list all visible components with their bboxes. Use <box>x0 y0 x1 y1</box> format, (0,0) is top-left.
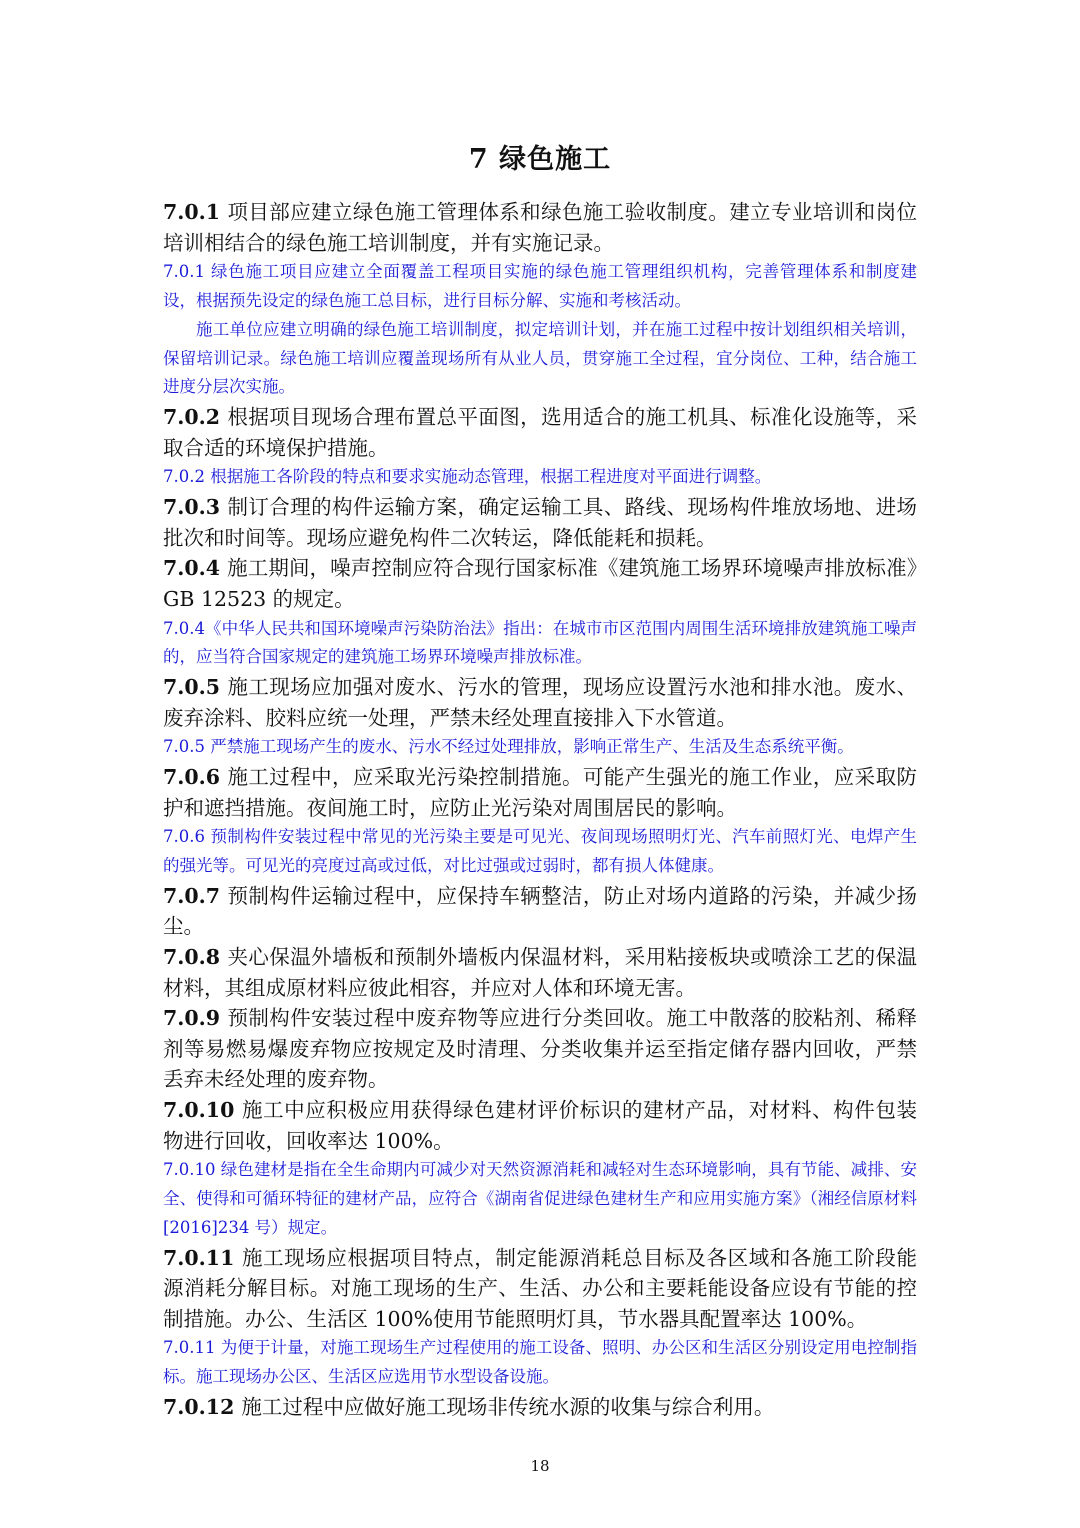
note-7-0-5: 7.0.5 严禁施工现场产生的废水、污水不经过处理排放，影响正常生产、生活及生态系统平衡。 <box>163 737 854 757</box>
clause-number: 7.0.2 <box>163 405 221 430</box>
page-content <box>163 197 917 1423</box>
clause-7-0-5 <box>163 672 917 733</box>
clause-text: 施工过程中，应采取光污染控制措施。可能产生强光的施工作业，应采取防护和遮挡措施。夜间施工时，应防止光污染对周围居民的影响。 <box>163 765 917 820</box>
clause-text: 施工现场应根据项目特点，制定能源消耗总目标及各区域和各施工阶段能源消耗分解目标。对施工现场的生产、生活、办公和主要耗能设备应设有节能的控制措施。办公、生活区 100%使用节能照明灯具，节水器具配置率达 100%。 <box>163 1245 917 1331</box>
clause-number: 7.0.5 <box>163 675 221 700</box>
clause-7-0-3 <box>163 492 917 553</box>
clause-7-0-9 <box>163 1003 917 1095</box>
clause-7-0-11 <box>163 1243 917 1335</box>
clause-text: 根据项目现场合理布置总平面图，选用适合的施工机具、标准化设施等，采取合适的环境保护措施。 <box>163 405 917 460</box>
clause-7-0-8 <box>163 942 917 1003</box>
clause-number: 7.0.9 <box>163 1006 221 1031</box>
clause-text: 施工现场应加强对废水、污水的管理，现场应设置污水池和排水池。废水、废弃涂料、胶料应统一处理，严禁未经处理直接排入下水管道。 <box>163 675 917 730</box>
chapter-title: 7 绿色施工 <box>468 144 612 175</box>
clause-number: 7.0.4 <box>163 556 221 581</box>
clause-text: 施工中应积极应用获得绿色建材评价标识的建材产品，对材料、构件包装物进行回收，回收率达 100%。 <box>163 1098 917 1153</box>
page-number: 18 <box>530 1457 550 1475</box>
clause-7-0-6 <box>163 762 917 823</box>
clause-number: 7.0.1 <box>163 200 221 224</box>
note-7-0-10: 7.0.10 绿色建材是指在全生命期内可减少对天然资源消耗和减轻对生态环境影响，具有节能、减排、安全、使得和可循环特征的建材产品，应符合《湖南省促进绿色建材生产和应用实施方案》（湘经信原材料[2016]234 号）规定。 <box>163 1160 917 1237</box>
clause-7-0-4 <box>163 553 917 614</box>
clause-7-0-1 <box>163 197 917 258</box>
clause-text: 制订合理的构件运输方案，确定运输工具、路线、现场构件堆放场地、进场批次和时间等。现场应避免构件二次转运，降低能耗和损耗。 <box>163 495 917 550</box>
clause-7-0-10 <box>163 1095 917 1156</box>
clause-text: 施工期间，噪声控制应符合现行国家标准《建筑施工场界环境噪声排放标准》GB 12523 的规定。 <box>163 556 917 611</box>
note-7-0-1-continued: 施工单位应建立明确的绿色施工培训制度，拟定培训计划，并在施工过程中按计划组织相关培训，保留培训记录。绿色施工培训应覆盖现场所有从业人员，贯穿施工全过程，宜分岗位、工种，结合施工进度分层次实施。 <box>163 319 917 397</box>
clause-text: 预制构件运输过程中，应保持车辆整洁，防止对场内道路的污染，并减少扬尘。 <box>163 883 917 939</box>
clause-number: 7.0.11 <box>163 1245 235 1270</box>
clause-text: 项目部应建立绿色施工管理体系和绿色施工验收制度。建立专业培训和岗位培训相结合的绿色施工培训制度，并有实施记录。 <box>163 200 917 255</box>
clause-number: 7.0.7 <box>163 883 221 908</box>
note-7-0-11: 7.0.11 为便于计量，对施工现场生产过程使用的施工设备、照明、办公区和生活区分别设定用电控制指标。施工现场办公区、生活区应选用节水型设备设施。 <box>163 1338 917 1387</box>
clause-text: 施工过程中应做好施工现场非传统水源的收集与综合利用。 <box>241 1395 775 1419</box>
clause-number: 7.0.8 <box>163 945 221 970</box>
clause-text: 夹心保温外墙板和预制外墙板内保温材料，采用粘接板块或喷涂工艺的保温材料，其组成原材料应彼此相容，并应对人体和环境无害。 <box>163 945 917 1000</box>
clause-number: 7.0.12 <box>163 1395 235 1419</box>
note-7-0-2: 7.0.2 根据施工各阶段的特点和要求实施动态管理，根据工程进度对平面进行调整。 <box>163 467 772 487</box>
clause-number: 7.0.3 <box>163 495 221 520</box>
clause-7-0-7 <box>163 881 917 942</box>
clause-7-0-2 <box>163 402 917 463</box>
note-7-0-1: 7.0.1 绿色施工项目应建立全面覆盖工程项目实施的绿色施工管理组织机构，完善管理体系和制度建设，根据预先设定的绿色施工总目标，进行目标分解、实施和考核活动。 <box>163 262 917 310</box>
note-7-0-4: 7.0.4《中华人民共和国环境噪声污染防治法》指出：在城市市区范围内周围生活环境排放建筑施工噪声的，应当符合国家规定的建筑施工场界环境噪声排放标准。 <box>163 618 917 667</box>
clause-7-0-12 <box>163 1392 917 1423</box>
note-7-0-6: 7.0.6 预制构件安装过程中常见的光污染主要是可见光、夜间现场照明灯光、汽车前照灯光、电焊产生的强光等。可见光的亮度过高或过低，对比过强或过弱时，都有损人体健康。 <box>163 827 917 876</box>
clause-number: 7.0.10 <box>163 1098 235 1123</box>
clause-text: 预制构件安装过程中废弃物等应进行分类回收。施工中散落的胶粘剂、稀释剂等易燃易爆废弃物应按规定及时清理、分类收集并运至指定储存器内回收，严禁丢弃未经处理的废弃物。 <box>163 1006 917 1092</box>
clause-number: 7.0.6 <box>163 765 221 790</box>
